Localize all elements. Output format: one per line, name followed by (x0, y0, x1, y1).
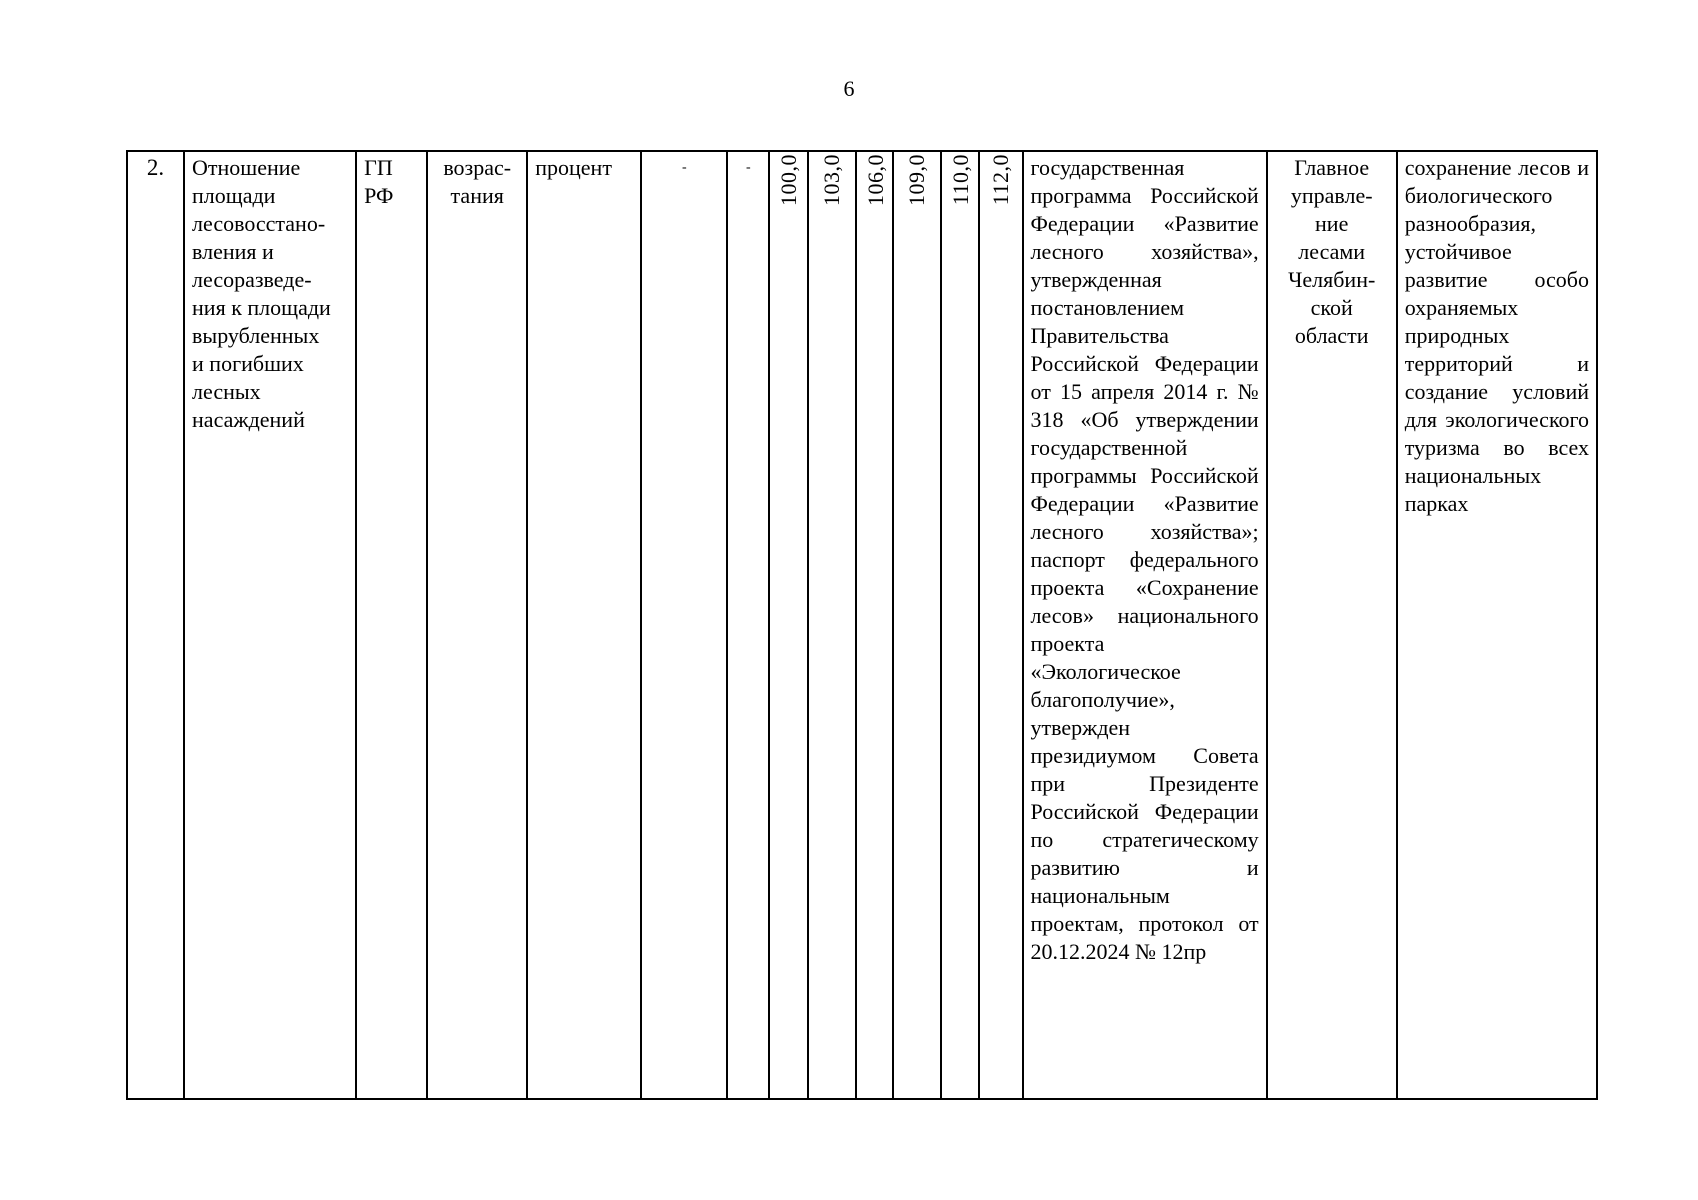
value-cell (808, 151, 856, 1099)
page-number: 6 (843, 76, 855, 101)
table-row (127, 151, 1597, 1099)
indicator-level: ГП РФ (356, 151, 427, 1099)
value-cell (941, 151, 979, 1099)
value-2030: 112,0 (987, 154, 1013, 206)
value-2026: 103,0 (819, 154, 845, 206)
value-2029: 110,0 (948, 154, 974, 206)
value-cell (769, 151, 808, 1099)
value-cell (979, 151, 1022, 1099)
value-2025: 100,0 (776, 154, 802, 206)
indicator-name: Отношение площади лесовосстано- вления и лесоразведе- ния к площади вырубленных и погибших лесных насаждений (184, 151, 356, 1099)
indicator-unit: процент (527, 151, 641, 1099)
value-cell (893, 151, 941, 1099)
indicator-trend: возрас- тания (427, 151, 527, 1099)
indicators-table (126, 150, 1598, 1100)
value-cell (856, 151, 893, 1099)
row-number: 2. (127, 151, 184, 1099)
base-year: - (727, 151, 769, 1099)
responsible-body: Главное управле- ние лесами Челябин- ской области (1267, 151, 1397, 1099)
goal-link: сохранение лесов и биологического разнообразия, устойчивое развитие особо охраняемых природных территорий и создание условий для экологического туризма во всех национальных парках (1397, 151, 1597, 1099)
value-2028: 109,0 (904, 154, 930, 206)
value-2027: 106,0 (863, 154, 889, 206)
source-document: государственная программа Российской Федерации «Развитие лесного хозяйства», утвержденная постановлением Правительства Российской Федерации от 15 апреля 2014 г. № 318 «Об утверждении государственной программы Российской Федерации «Развитие лесного хозяйства»; паспорт федерального проекта «Сохранение лесов» национального проекта «Экологическое благополучие», утвержден президиумом Совета при Президенте Российской Федерации по стратегическому развитию и национальным проектам, протокол от 20.12.2024 № 12пр (1023, 151, 1267, 1099)
base-value: - (641, 151, 727, 1099)
